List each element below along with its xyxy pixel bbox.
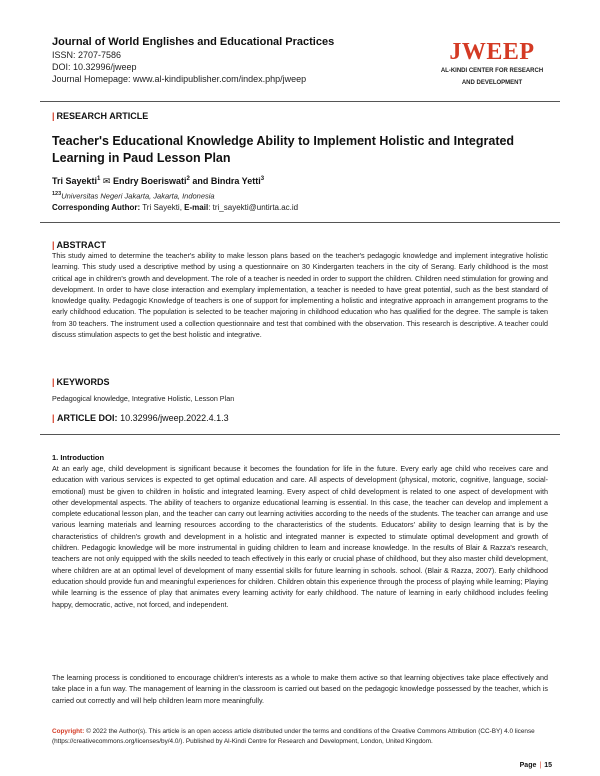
author-list: Tri Sayekti$^1$ ✉ Endry Boeriswati$^2$ and Bindra Yetti$^3$ <box>52 176 265 186</box>
journal-doi: DOI: 10.32996/jweep <box>52 62 137 72</box>
abstract-heading: | ABSTRACT <box>52 240 107 250</box>
accent-bar: | <box>52 111 55 121</box>
author-email[interactable]: : tri_sayekti@untirta.ac.id <box>208 203 299 212</box>
abstract-divider <box>40 222 560 223</box>
author-name: Tri Sayekti <box>52 176 98 186</box>
intro-divider <box>40 434 560 435</box>
keywords-text: Pedagogical knowledge, Integrative Holistic, Lesson Plan <box>52 394 235 403</box>
article-type <box>52 111 148 121</box>
logo-subtitle-1: AL-KINDI CENTER FOR RESEARCH <box>440 68 544 74</box>
author-name: Bindra Yetti <box>210 176 261 186</box>
journal-logo <box>432 40 552 88</box>
article-title: Teacher's Educational Knowledge Ability to Implement Holistic and Integrated Learning in Paud Lesson Plan <box>52 134 515 165</box>
author-name: Endry Boeriswati <box>112 176 187 186</box>
introduction-paragraph-1: At an early age, child development is significant because it becomes the foundation for life in the future. Every early age child who receives care and education with various services is expected to get optimal education and care. All aspects of development (physical, motoric, cognitive, language, social-emotional) must be given to children in holistic and integrated learning. Every aspect of child development is related to one aspect of development with other developmental aspects. The ability of teachers to organize educational learning is essential. In this case, the teacher can develop and implement a complete educational lesson plan, and the teacher can carry out learning activities according to the needs of the students. The teacher can arrange and use various learning materials and learning resources according to the characteristics of the students. Educators' ability to design learning that is by the characteristics of children's growth and development in a holistic and integrated manner is expected to stimulate optimal development and growth of children. Pedagogic knowledge will be more instrumental in guiding children to learn and increase knowledge. In the results of Blair & Razza's research, teachers are not only equipped with the skills needed to teach effectively in this early or crucial phase of childhood, but they also master child development, where children are at an optimal level of development of many essential skills for future learning in schools. school. (Blair & Razza, 2007). Early childhood education should provide fun and meaningful experiences for children. Children obtain this experience through the process of playing while learning; Playing while learning is the essence of play that animates every learning activity for early childhood. The nature of learning in early childhood includes feeling happy, democratic, active, not forced, and independent. <box>52 464 548 609</box>
corresponding-author: Corresponding Author: Tri Sayekti, E-mail: tri_sayekti@untirta.ac.id <box>52 203 299 212</box>
logo-text: JWEEP <box>449 39 535 65</box>
copyright-notice: Copyright: © 2022 the Author(s). This article is an open access article distributed under the terms and conditions of the Creative Commons Attribution (CC-BY) 4.0 license (https://creativecommons.org/licenses/by/4.0/). Published by Al-Kindi Centre for Research and Development, London, United Kingdom. <box>52 728 535 745</box>
header-divider <box>40 101 560 102</box>
introduction-paragraph-2: The learning process is conditioned to encourage children's interests as a whole to make them active so that learning objectives take place effectively and take place in a fun way. The management of learning in the classroom is carried out based on the pedagogic knowledge possessed by the teacher, which is carried out correctly and will help children learn more meaningfully. <box>52 673 548 705</box>
page-number: Page | 15 <box>519 762 552 769</box>
abstract-text: This study aimed to determine the teacher's ability to make lesson plans based on the teacher's pedagogic knowledge and implement integrative holistic learning. This study used a descriptive method by using a questionnaire on 30 Kindergarten teachers in the city of Serang. Early childhood is the most critical age in children's growth and development. The role of a teacher is needed in order to support the children. Children need stimulation for growing and development. In order to have close interaction and exemplary implementation, a teacher is needed to have great potential, such as the best standard of knowledge quality. Pedagogic Knowledge of teachers is one of support for implementing a holistic and integrative approach in arrangement programs to the early childhood education. The population is selected to be teacher majoring in childhood education who has qualified for the degree. The sample is taken from 30 teachers. The instrument used a collection questionnaire and test that combined with the observation. This research is descriptive. A teacher could discuss stimulation aspects to get the best holistic and integrative. <box>52 251 548 340</box>
keywords-heading: | KEYWORDS <box>52 377 110 387</box>
journal-name: Journal of World Englishes and Educational Practices <box>52 36 335 48</box>
logo-subtitle-2: AND DEVELOPMENT <box>461 80 523 86</box>
affiliation: $^{123}$Universitas Negeri Jakarta, Jakarta, Indonesia <box>52 191 215 201</box>
article-doi-value[interactable]: 10.32996/jweep.2022.4.1.3 <box>120 413 229 423</box>
journal-issn: ISSN: 2707-7586 <box>52 50 122 60</box>
journal-header <box>52 36 552 96</box>
email-icon: ✉ <box>102 176 111 186</box>
article-doi: | ARTICLE DOI: 10.32996/jweep.2022.4.1.3 <box>52 413 229 423</box>
journal-homepage[interactable]: Journal Homepage: www.al-kindipublisher.com/index.php/jweep <box>52 74 307 84</box>
article-type-label: RESEARCH ARTICLE <box>56 111 149 121</box>
introduction-heading: 1. Introduction <box>52 453 105 462</box>
